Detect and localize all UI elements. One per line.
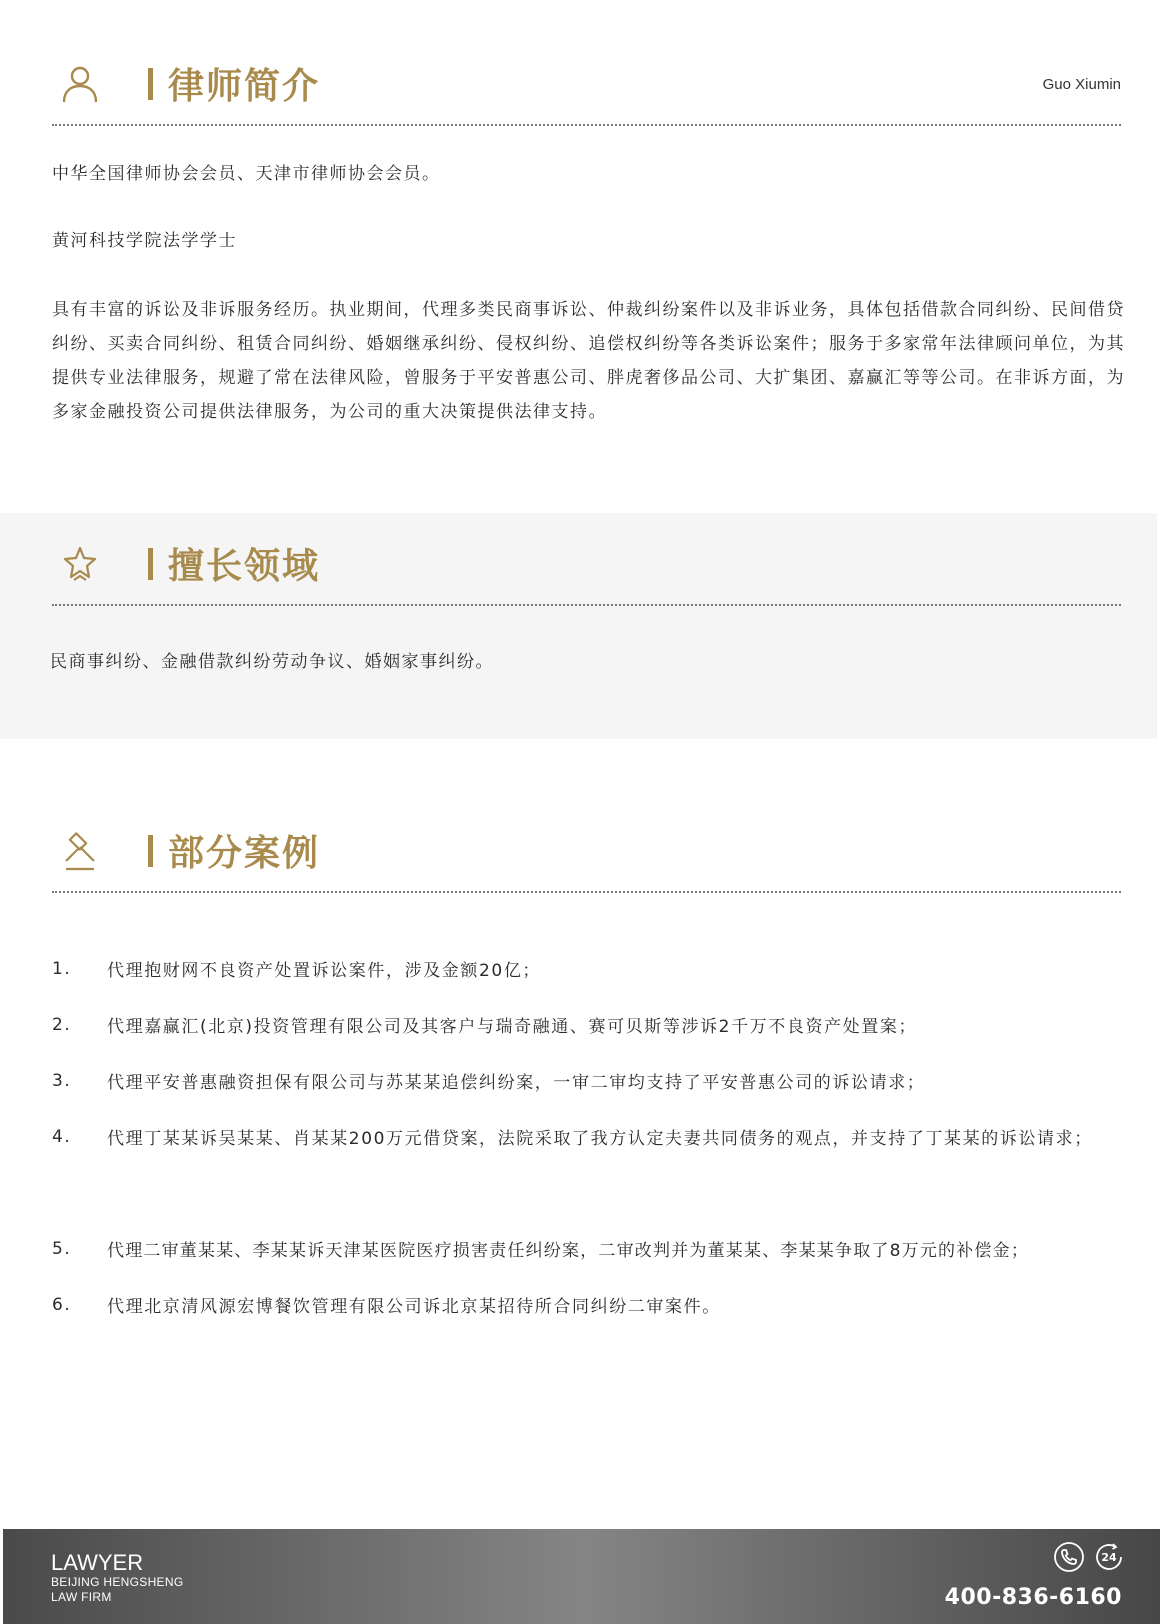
- person-icon: [58, 62, 102, 106]
- title-bar: [148, 835, 153, 867]
- firm-brand: [51, 1551, 183, 1605]
- lawyer-name: Guo Xiumin: [1042, 76, 1121, 93]
- title-bar: [148, 548, 153, 580]
- gavel-icon: [58, 829, 102, 873]
- case-text: 代理平安普惠融资担保有限公司与苏某某追偿纠纷案，一审二审均支持了平安普惠公司的诉讼请求；: [107, 1073, 926, 1093]
- expertise-header: [52, 532, 1121, 612]
- case-number: 5.: [52, 1239, 72, 1259]
- case-text: 代理北京清风源宏博餐饮管理有限公司诉北京某招待所合同纠纷二审案件。: [107, 1297, 721, 1317]
- brand-line-3: LAW FIRM: [51, 1590, 112, 1604]
- cases-header: [52, 819, 1121, 899]
- section-title: 律师简介: [168, 66, 321, 107]
- case-number: 1.: [52, 959, 72, 979]
- section-title: 部分案例: [168, 833, 321, 874]
- 24-hour-icon: [1093, 1541, 1125, 1573]
- case-number: 4.: [52, 1127, 72, 1147]
- star-badge-icon: [58, 542, 102, 586]
- profile-experience: 具有丰富的诉讼及非诉服务经历。执业期间，代理多类民商事诉讼、仲裁纠纷案件以及非诉业务，具体包括借款合同纠纷、民间借贷纠纷、买卖合同纠纷、租赁合同纠纷、婚姻继承纠纷、侵权纠纷、追偿权纠纷等各类诉讼案件；服务于多家常年法律顾问单位，为其提供专业法律服务，规避了常在法律风险，曾服务于平安普惠公司、胖虎奢侈品公司、大扩集团、嘉赢汇等等公司。在非诉方面，为多家金融投资公司提供法律服务，为公司的重大决策提供法律支持。: [52, 300, 1125, 422]
- dotted-divider: [52, 604, 1121, 606]
- case-number: 6.: [52, 1295, 72, 1315]
- case-text: 代理嘉赢汇(北京)投资管理有限公司及其客户与瑞奇融通、赛可贝斯等涉诉2千万不良资产处置案；: [107, 1017, 918, 1037]
- section-title: 擅长领域: [168, 546, 321, 587]
- expertise-text: 民商事纠纷、金融借款纠纷劳动争议、婚姻家事纠纷。: [50, 652, 494, 672]
- brand-line-2: BEIJING HENGSHENG: [51, 1575, 184, 1589]
- hotline-number: 400-836-6160: [944, 1585, 1122, 1610]
- footer-icons: [1053, 1541, 1133, 1577]
- brand-line-1: LAWYER: [51, 1550, 144, 1575]
- title-bar: [148, 68, 153, 100]
- profile-education: 黄河科技学院法学学士: [52, 231, 237, 251]
- footer: [3, 1529, 1160, 1624]
- case-number: 3.: [52, 1071, 72, 1091]
- phone-icon: [1053, 1541, 1085, 1573]
- svg-text:24: 24: [1101, 1551, 1117, 1564]
- case-text: 代理丁某某诉吴某某、肖某某200万元借贷案，法院采取了我方认定夫妻共同债务的观点，并支持了丁某某的诉讼请求；: [107, 1129, 1093, 1149]
- case-number: 2.: [52, 1015, 72, 1035]
- dotted-divider: [52, 891, 1121, 893]
- case-text: 代理二审董某某、李某某诉天津某医院医疗损害责任纠纷案，二审改判并为董某某、李某某争取了8万元的补偿金；: [107, 1241, 1030, 1261]
- case-text: 代理抱财网不良资产处置诉讼案件，涉及金额20亿；: [107, 961, 542, 981]
- dotted-divider: [52, 124, 1121, 126]
- profile-header: [52, 52, 1121, 132]
- profile-membership: 中华全国律师协会会员、天津市律师协会会员。: [52, 164, 441, 184]
